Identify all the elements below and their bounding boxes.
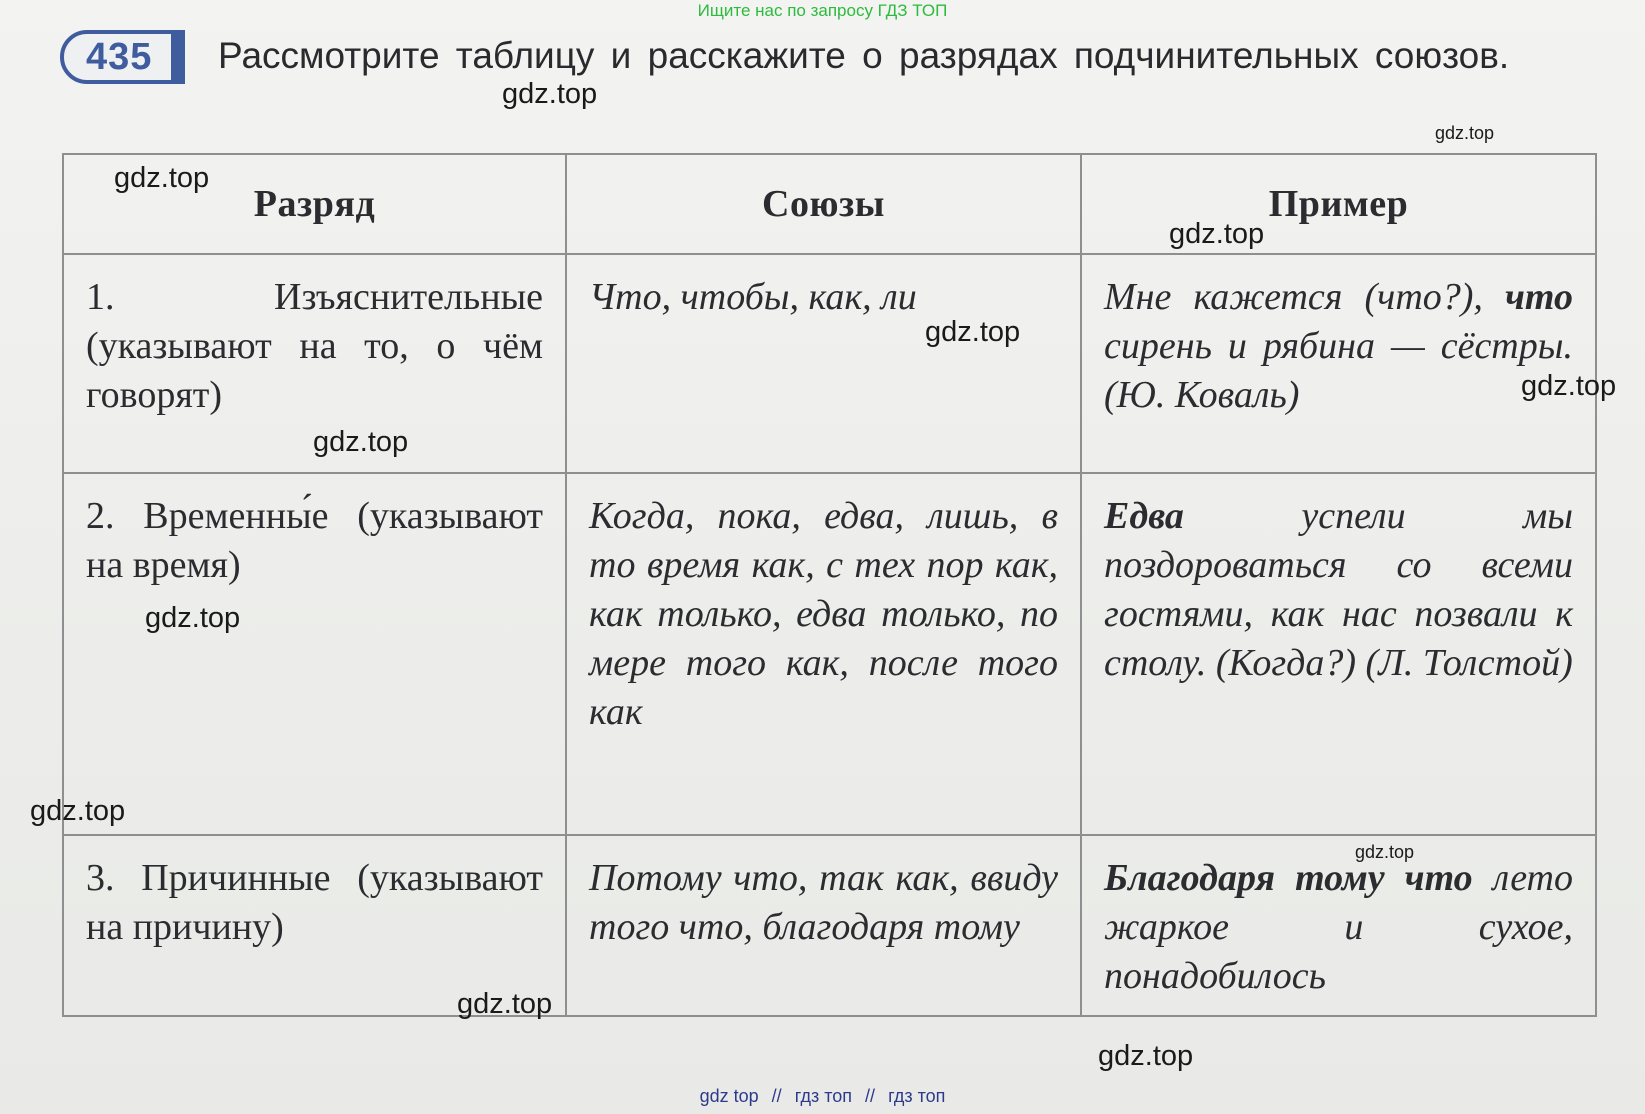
header-conjunctions: Союзы [566,154,1081,254]
example-text-post: сирень и рябина — сёстры. (Ю. Коваль) [1104,325,1573,416]
watermark: gdz.top [502,78,598,110]
watermark: gdz.top [313,426,409,458]
watermark: gdz.top [145,602,241,634]
table-row [63,473,1596,835]
example-highlight: что [1504,276,1573,318]
table-header-row [63,154,1596,254]
table-row [63,254,1596,473]
category-cell: 3. Причинные (указывают на причину) [63,835,566,1016]
example-text-pre: Мне кажется (что?), [1104,276,1505,318]
watermark: gdz.top [457,988,553,1020]
exercise-task: Рассмотрите таблицу и расскажите о разрядах подчинительных союзов. [218,35,1510,76]
category-cell: 2. Временны́е (указывают на время) [63,473,566,835]
badge-bar [171,30,185,84]
conjunctions-cell: Потому что, так как, ввиду того что, благодаря тому [566,835,1081,1016]
footer-separator: // [865,1086,876,1106]
watermark: gdz.top [30,795,126,827]
exercise-number: 435 [86,36,153,78]
footer-link[interactable]: гдз топ [888,1086,946,1106]
watermark: gdz.top [1435,123,1495,143]
conjunctions-cell: Когда, пока, едва, лишь, в то время как, с тех пор как, как только, едва только, по мере того как, после того как [566,473,1081,835]
search-banner[interactable]: Ищите нас по запросу ГДЗ ТОП [697,1,948,20]
watermark: gdz.top [114,162,210,194]
example-cell [1081,473,1596,835]
watermark: gdz.top [1098,1040,1194,1072]
watermark: gdz.top [925,316,1021,348]
example-highlight: Едва [1104,495,1184,537]
exercise-number-badge [60,30,185,84]
header-example: Пример [1081,154,1596,254]
watermark: gdz.top [1521,370,1617,402]
example-highlight: Благодаря тому что [1104,857,1473,899]
category-cell: 1. Изъяснительные (указывают на то, о чём говорят) [63,254,566,473]
watermark: gdz.top [1355,842,1415,862]
header-category: Разряд [63,154,566,254]
footer-links [0,1086,1645,1107]
example-cell [1081,254,1596,473]
watermark: gdz.top [1169,218,1265,250]
conjunctions-table [62,153,1597,1017]
example-text-post: успели мы поздороваться со всеми гостями, как нас позвали к столу. (Когда?) (Л. Толстой) [1104,495,1573,684]
conjunctions-cell: Что, чтобы, как, ли [566,254,1081,473]
footer-separator: // [771,1086,782,1106]
footer-link[interactable]: gdz top [699,1086,759,1106]
example-cell [1081,835,1596,1016]
example-text-post: лето жаркое и сухое, понадобилось [1104,857,1574,997]
footer-link[interactable]: гдз топ [794,1086,853,1106]
